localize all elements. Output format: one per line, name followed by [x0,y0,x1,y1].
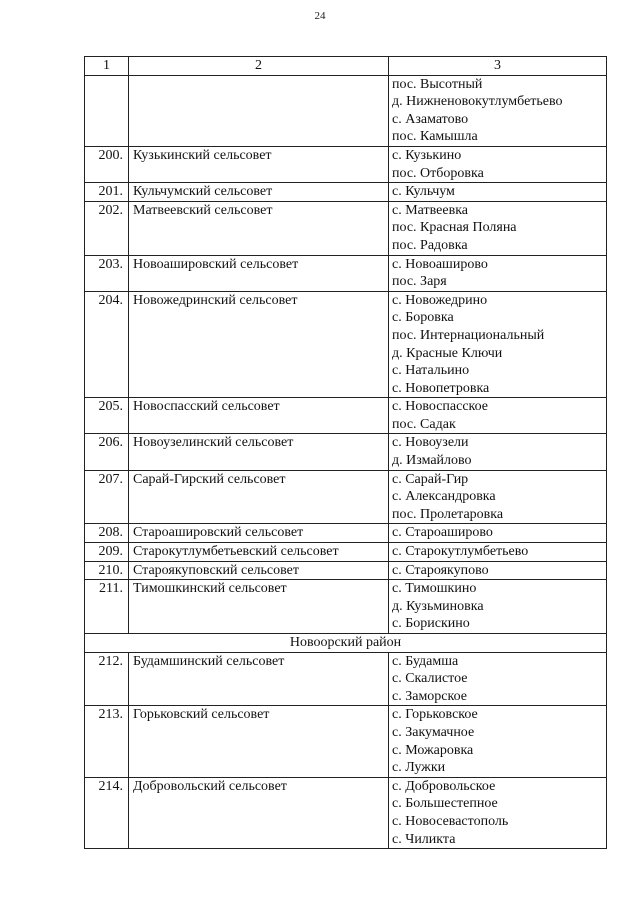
settlement-name: с. Матвеевка [392,202,469,218]
settlements-cell [389,580,607,634]
council-name: Добровольский сельсовет [129,777,389,848]
district-name: Новоорский район [85,634,607,653]
settlements-cell [389,543,607,562]
table-row [85,524,607,543]
table-row [85,434,607,470]
council-name: Староашировский сельсовет [129,524,389,543]
header-col-3: 3 [389,57,607,76]
settlement-name: с. Скалистое [392,671,468,687]
settlements-cell [389,706,607,777]
table-row [85,777,607,848]
settlement-name: пос. Высотный [392,76,483,92]
settlement-name: пос. Радовка [392,237,468,253]
settlements-table [84,56,607,849]
row-number: 202. [85,201,129,255]
table-row [85,580,607,634]
row-number: 203. [85,255,129,291]
council-name: Новожедринский сельсовет [129,291,389,398]
settlement-name: пос. Отборовка [392,165,484,181]
row-number: 208. [85,524,129,543]
council-name: Кульчумский сельсовет [129,183,389,202]
settlement-name: пос. Заря [392,274,447,290]
council-name: Будамшинский сельсовет [129,652,389,706]
table-header-row [85,57,607,76]
settlement-name: с. Натальино [392,363,470,379]
settlements-cell [389,470,607,524]
settlement-name: пос. Камышла [392,129,478,145]
table-row [85,543,607,562]
settlement-name: пос. Интернациональный [392,327,545,343]
council-name: Матвеевский сельсовет [129,201,389,255]
settlement-name: с. Добровольское [392,778,496,794]
table-row [85,470,607,524]
settlement-name: с. Кульчум [392,184,455,200]
row-number: 201. [85,183,129,202]
settlement-name: с. Можаровка [392,742,474,758]
row-number: 200. [85,146,129,182]
council-name: Новоузелинский сельсовет [129,434,389,470]
settlement-name: с. Староякупово [392,562,489,578]
settlement-name: с. Новожедрино [392,292,488,308]
settlement-name: пос. Садак [392,416,456,432]
table-row [85,146,607,182]
council-name: Тимошкинский сельсовет [129,580,389,634]
table-row [85,291,607,398]
council-name: Новоашировский сельсовет [129,255,389,291]
settlement-name: с. Лужки [392,760,446,776]
table-row [85,398,607,434]
header-col-2: 2 [129,57,389,76]
settlement-name: д. Нижненовокутлумбетьево [392,94,563,110]
row-number: 213. [85,706,129,777]
council-name: Старокутлумбетьевский сельсовет [129,543,389,562]
settlement-name: с. Боровка [392,310,454,326]
settlements-cell [389,201,607,255]
table-row [85,561,607,580]
council-name: Новоспасский сельсовет [129,398,389,434]
council-name: Кузькинский сельсовет [129,146,389,182]
row-number: 206. [85,434,129,470]
table-row [85,183,607,202]
settlement-name: с. Тимошкино [392,581,477,597]
council-name: Сарай-Гирский сельсовет [129,470,389,524]
settlement-name: с. Чиликта [392,831,456,847]
table-row [85,706,607,777]
settlements-cell [389,75,607,146]
settlement-name: с. Новоспасское [392,399,489,415]
row-number: 205. [85,398,129,434]
settlement-name: с. Сарай-Гир [392,471,469,487]
settlements-cell [389,777,607,848]
settlement-name: д. Измайлово [392,453,472,469]
settlements-cell [389,398,607,434]
settlement-name: с. Староаширово [392,525,493,541]
council-cell [129,75,389,146]
settlement-name: с. Новосевастополь [392,813,509,829]
table-row [85,652,607,706]
settlement-name: с. Старокутлумбетьево [392,544,529,560]
row-number: 210. [85,561,129,580]
settlements-cell [389,291,607,398]
row-number: 214. [85,777,129,848]
table-row [85,201,607,255]
settlement-name: с. Будамша [392,653,459,669]
row-number: 209. [85,543,129,562]
settlements-cell [389,183,607,202]
continuation-row [85,75,607,146]
row-number-cell [85,75,129,146]
council-name: Горьковский сельсовет [129,706,389,777]
settlement-name: с. Кузькино [392,147,462,163]
row-number: 207. [85,470,129,524]
page-number: 24 [314,10,326,22]
row-number: 211. [85,580,129,634]
header-col-1: 1 [85,57,129,76]
settlement-name: пос. Пролетаровка [392,506,504,522]
settlement-name: с. Новоузели [392,435,469,451]
council-name: Староякуповский сельсовет [129,561,389,580]
settlement-name: с. Горьковское [392,707,478,723]
settlement-name: с. Большестепное [392,796,498,812]
settlements-cell [389,561,607,580]
settlement-name: пос. Красная Поляна [392,220,517,236]
settlement-name: с. Новоаширово [392,256,488,272]
settlement-name: с. Закумачное [392,724,475,740]
settlement-name: с. Новопетровка [392,380,490,396]
settlements-cell [389,255,607,291]
row-number: 204. [85,291,129,398]
district-section-row [85,634,607,653]
settlement-name: д. Красные Ключи [392,345,503,361]
row-number: 212. [85,652,129,706]
settlement-name: с. Заморское [392,688,467,704]
settlements-cell [389,524,607,543]
settlement-name: с. Азаматово [392,111,469,127]
table-row [85,255,607,291]
settlement-name: с. Борискино [392,616,470,632]
settlement-name: с. Александровка [392,489,496,505]
settlements-cell [389,434,607,470]
settlements-cell [389,146,607,182]
settlements-cell [389,652,607,706]
settlement-name: д. Кузьминовка [392,598,484,614]
